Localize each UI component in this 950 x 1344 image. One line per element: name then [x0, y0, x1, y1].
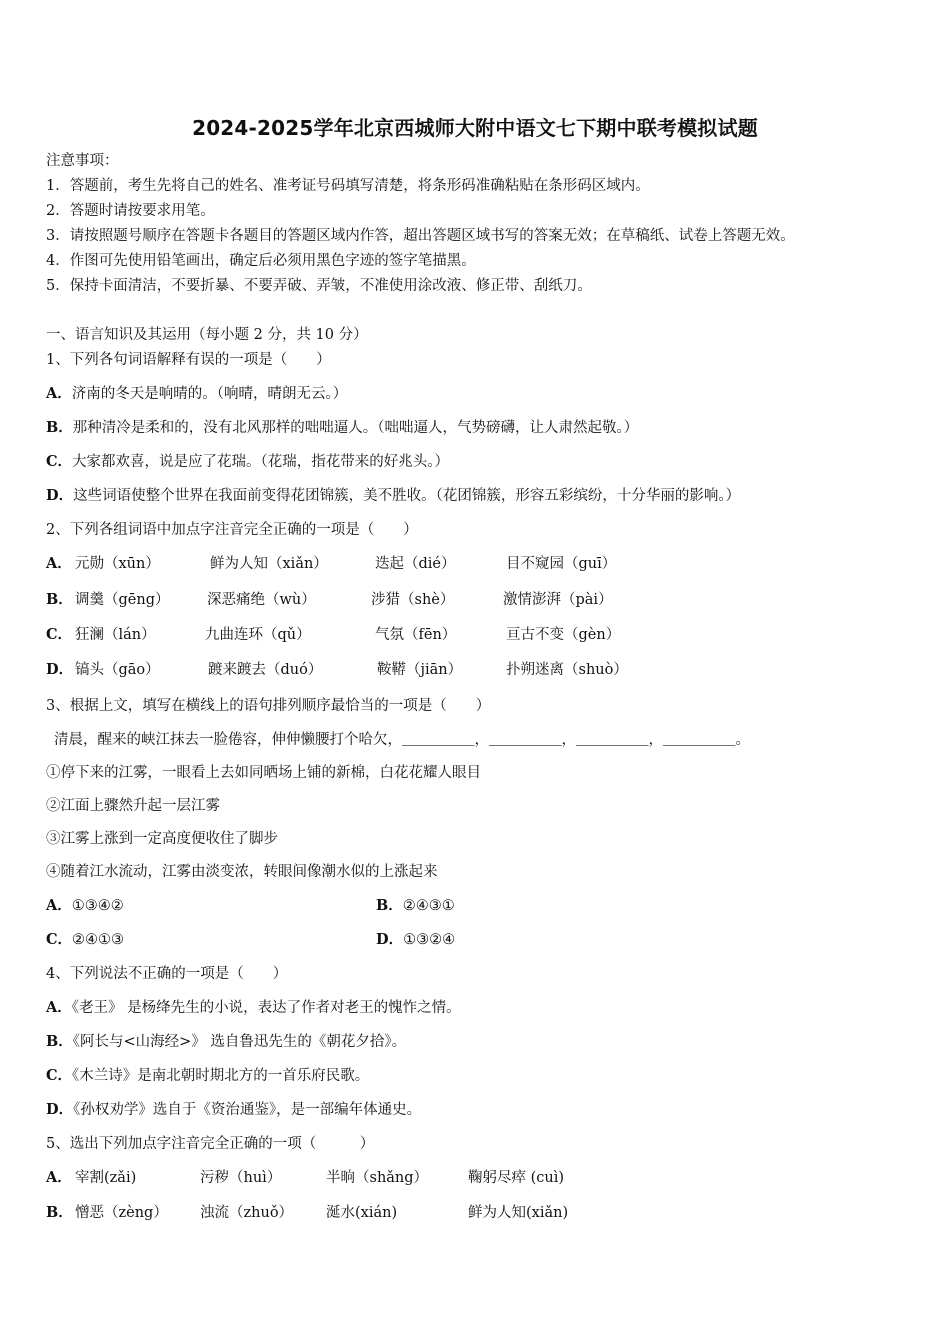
- q5-row-b-item-4: 鲜为人知(xiǎn): [468, 1205, 569, 1221]
- option-text: 《阿长与<山海经>》 选自鲁迅先生的《朝花夕拾》。: [72, 1034, 407, 1050]
- option-label: C．: [46, 453, 73, 470]
- q2-row-d-label: D．: [46, 661, 74, 678]
- option-text: ②④①③: [72, 932, 125, 948]
- q1-option-a: [46, 384, 347, 404]
- notice-heading: 注意事项：: [46, 153, 119, 169]
- q4-option-c: [46, 1066, 369, 1086]
- q5-row-b-item-3: 涎水(xián): [326, 1205, 398, 1221]
- option-text: 《孙权劝学》选自于《资治通鉴》，是一部编年体通史。: [73, 1102, 422, 1118]
- q2-row-c-item-3: 气氛（fēn）: [375, 627, 457, 643]
- q2-row-c-label: C．: [46, 626, 73, 643]
- q2-row-a-label: A．: [46, 555, 72, 572]
- q3-option-a: [46, 896, 124, 916]
- q2-row-d-item-2: 踱来踱去（duó）: [208, 662, 323, 678]
- q4-option-a: [46, 998, 461, 1018]
- option-text: 《木兰诗》是南北朝时期北方的一首乐府民歌。: [72, 1068, 370, 1084]
- q3-passage: 清晨，醒来的峡江抹去一脸倦容，伸伸懒腰打个哈欠，＿＿＿＿＿，＿＿＿＿＿，＿＿＿＿＿，＿＿＿＿＿。: [54, 732, 750, 748]
- option-text: 《老王》 是杨绛先生的小说，表达了作者对老王的愧怍之情。: [71, 1000, 461, 1016]
- q1-option-c: [46, 452, 449, 472]
- q2-row-a-item-3: 迭起（dié）: [375, 556, 456, 572]
- q2-row-d-item-4: 扑朔迷离（shuò）: [506, 662, 628, 678]
- q2-row-d-item-1: 镐头（gāo）: [75, 662, 160, 678]
- q2-row-b-label: B．: [46, 591, 73, 608]
- q3-sentence-2: ②江面上骤然升起一层江雾: [46, 798, 220, 814]
- q2-row-a-item-4: 目不窥园（guī）: [506, 556, 617, 572]
- q5-row-a-item-1: 宰割(zǎi): [75, 1170, 137, 1186]
- notice-item-4: 4．作图可先使用铅笔画出，确定后必须用黑色字迹的签字笔描黑。: [46, 253, 476, 269]
- q5-row-a-item-3: 半晌（shǎng）: [326, 1170, 429, 1186]
- exam-title: 2024-2025学年北京西城师大附中语文七下期中联考模拟试题: [192, 116, 758, 140]
- option-text: 大家都欢喜，说是应了花瑞。（花瑞，指花带来的好兆头。）: [72, 454, 450, 470]
- q4-option-b: [46, 1032, 406, 1052]
- option-label: A．: [46, 385, 72, 402]
- notice-item-2: 2．答题时请按要求用笔。: [46, 203, 215, 219]
- q2-row-b-item-4: 激情澎湃（pài）: [503, 592, 613, 608]
- option-text: 那种清冷是柔和的，没有北风那样的咄咄逼人。（咄咄逼人，气势磅礴，让人肃然起敬。）: [72, 420, 639, 436]
- q5-row-b-item-1: 憎恶（zèng）: [75, 1205, 168, 1221]
- q5-stem: 5、选出下列加点字注音完全正确的一项（ ）: [46, 1136, 375, 1152]
- option-text: 济南的冬天是响晴的。（响晴，晴朗无云。）: [71, 386, 348, 402]
- option-label: C．: [46, 931, 73, 948]
- q4-stem: 4、下列说法不正确的一项是（ ）: [46, 966, 288, 982]
- option-label: A．: [46, 897, 72, 914]
- option-label: B．: [376, 897, 403, 914]
- q5-row-a-label: A．: [46, 1169, 72, 1186]
- option-label: C．: [46, 1067, 73, 1084]
- q3-sentence-1: ①停下来的江雾，一眼看上去如同晒场上铺的新棉，白花花耀人眼目: [46, 765, 481, 781]
- q4-option-d: [46, 1100, 421, 1120]
- q2-row-b-item-1: 调羹（gēng）: [75, 592, 170, 608]
- option-label: D．: [46, 1101, 74, 1118]
- q3-stem: 3、根据上文，填写在横线上的语句排列顺序最恰当的一项是（ ）: [46, 698, 491, 714]
- option-label: D．: [46, 487, 74, 504]
- option-text: 这些词语使整个世界在我面前变得花团锦簇，美不胜收。（花团锦簇，形容五彩缤纷，十分华丽的影响。）: [73, 488, 741, 504]
- option-label: B．: [46, 1033, 73, 1050]
- q5-row-b-label: B．: [46, 1204, 73, 1221]
- q2-stem: 2、下列各组词语中加点字注音完全正确的一项是（ ）: [46, 522, 418, 538]
- q2-row-a-item-1: 元勋（xūn）: [75, 556, 160, 572]
- q3-sentence-3: ③江雾上涨到一定高度便收住了脚步: [46, 831, 278, 847]
- q2-row-c-item-4: 亘古不变（gèn）: [506, 627, 621, 643]
- q1-option-b: [46, 418, 638, 438]
- q5-row-b-item-2: 浊流（zhuǒ）: [200, 1205, 294, 1221]
- q2-row-c-item-1: 狂澜（lán）: [75, 627, 156, 643]
- q3-option-b: [376, 896, 455, 916]
- notice-item-5: 5．保持卡面清洁，不要折暴、不要弄破、弄皱，不准使用涂改液、修正带、刮纸刀。: [46, 278, 592, 294]
- q3-sentence-4: ④随着江水流动，江雾由淡变浓，转眼间像潮水似的上涨起来: [46, 864, 438, 880]
- q5-row-a-item-4: 鞠躬尽瘁 (cuì): [468, 1170, 565, 1186]
- option-label: D．: [376, 931, 404, 948]
- q2-row-a-item-2: 鲜为人知（xiǎn）: [210, 556, 328, 572]
- option-label: A．: [46, 999, 72, 1016]
- section-heading: 一、语言知识及其运用（每小题 2 分，共 10 分）: [46, 327, 368, 343]
- q2-row-d-item-3: 鞍鞯（jiān）: [377, 662, 463, 678]
- notice-item-1: 1．答题前，考生先将自己的姓名、准考证号码填写清楚，将条形码准确粘贴在条形码区域内。: [46, 178, 650, 194]
- q3-option-c: [46, 930, 124, 950]
- option-text: ②④③①: [402, 898, 455, 914]
- notice-item-3: 3．请按照题号顺序在答题卡各题目的答题区域内作答，超出答题区域书写的答案无效；在草稿纸、试卷上答题无效。: [46, 228, 795, 244]
- option-label: B．: [46, 419, 73, 436]
- q5-row-a-item-2: 污秽（huì）: [200, 1170, 282, 1186]
- option-text: ①③②④: [403, 932, 456, 948]
- q1-option-d: [46, 486, 740, 506]
- option-text: ①③④②: [71, 898, 124, 914]
- q3-option-d: [376, 930, 455, 950]
- q2-row-b-item-2: 深恶痛绝（wù）: [207, 592, 316, 608]
- q2-row-b-item-3: 涉猎（shè）: [371, 592, 455, 608]
- q1-stem: 1、下列各句词语解释有误的一项是（ ）: [46, 352, 331, 368]
- q2-row-c-item-2: 九曲连环（qǔ）: [205, 627, 311, 643]
